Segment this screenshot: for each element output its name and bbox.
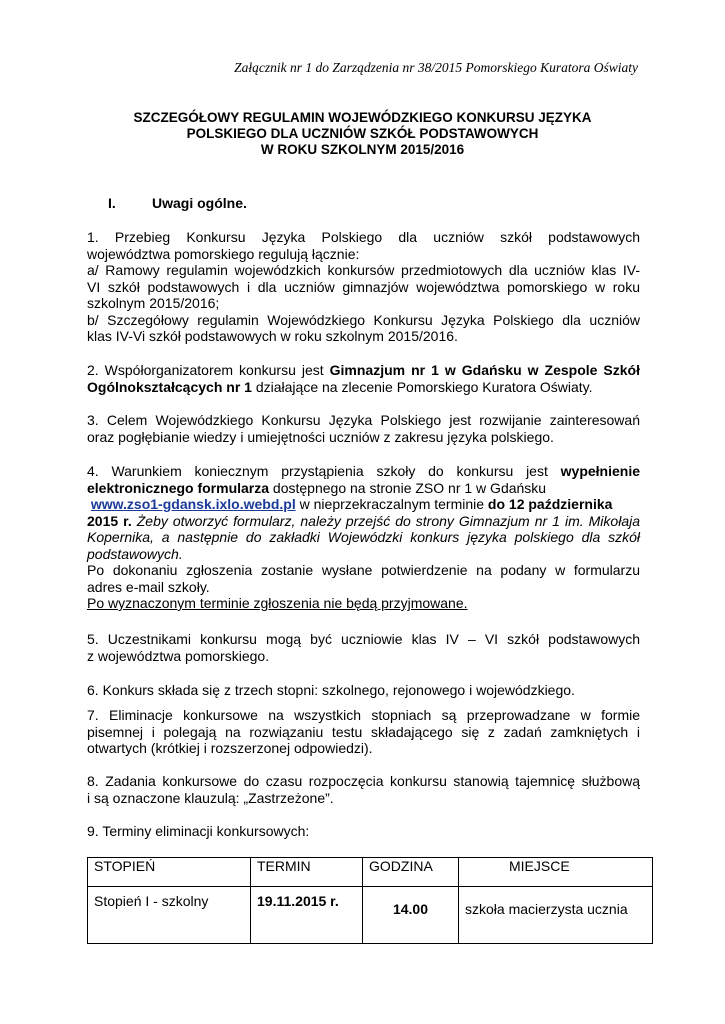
title-line: W ROKU SZKOLNYM 2015/2016 (260, 142, 465, 157)
table-header-cell: STOPIEŃ (88, 858, 251, 887)
table-header-cell: MIEJSCE (459, 858, 653, 887)
text-line (87, 595, 640, 612)
text-span: w nieprzekraczalnym terminie (295, 496, 488, 512)
text-line (87, 362, 640, 379)
text-line: z województwa pomorskiego. (87, 647, 270, 664)
table-cell: Stopień I - szkolny (88, 887, 251, 944)
section-heading (108, 195, 247, 211)
paragraph-7 (87, 707, 640, 757)
instruction-text: Kopernika, a następnie do zakładki Wojewódzki konkurs języka polskiego dla szkół (87, 529, 640, 545)
instruction-text: Żeby otworzyć formularz, należy przejść do strony Gimnazjum nr 1 im. Mikołaja (131, 512, 640, 529)
section-number: I. (108, 195, 116, 211)
paragraph-5 (87, 631, 640, 664)
section-title: Uwagi ogólne. (152, 195, 247, 211)
emphasis-text: elektronicznego formularza (87, 479, 270, 496)
deadline-date: do 12 października (487, 496, 613, 512)
table-header-cell: GODZINA (363, 858, 459, 887)
text-line: otwartych (krótkiej i rozszerzonej odpowiedzi). (87, 740, 373, 756)
table-cell: 19.11.2015 r. (251, 887, 363, 944)
text-line (87, 496, 640, 513)
text-span: 2. Współorganizatorem konkursu jest (87, 362, 330, 378)
text-line (87, 513, 640, 530)
text-line: Po dokonaniu zgłoszenia zostanie wysłane potwierdzenie na podany w formularzu (87, 562, 640, 578)
paragraph-6 (87, 682, 640, 699)
text-line: 3. Celem Wojewódzkiego Konkursu Języka Polskiego jest rozwijanie zainteresowań (87, 412, 640, 428)
organizer-name: Ogólnokształcących nr 1 (87, 378, 252, 395)
text-line: szkolnym 2015/2016; (87, 295, 220, 311)
text-line: 9. Terminy eliminacji konkursowych: (87, 823, 310, 839)
text-line: b/ Szczegółowy regulamin Wojewódzkiego Konkursu Języka Polskiego dla uczniów (87, 311, 640, 328)
text-line: województwa pomorskiego regulują łącznie: (87, 245, 360, 262)
text-line: oraz pogłębianie wiedzy i umiejętności uczniów z zakresu języka polskiego. (87, 428, 554, 445)
deadline-year: 2015 r. (87, 512, 132, 529)
paragraph-9 (87, 823, 640, 840)
emphasis-text: wypełnienie (560, 463, 640, 479)
text-span: 4. Warunkiem koniecznym przystąpienia szkoły do konkursu jest (87, 463, 561, 479)
paragraph-8 (87, 773, 640, 806)
title-line: POLSKIEGO DLA UCZNIÓW SZKÓŁ PODSTAWOWYCH (186, 126, 539, 141)
text-line: VI szkół podstawowych i dla uczniów gimnazjów województwa pomorskiego w roku (87, 278, 640, 295)
text-span: dostępnego na stronie ZSO nr 1 w Gdańsku (269, 479, 547, 496)
text-line (87, 480, 640, 497)
text-line (87, 379, 640, 396)
text-line: pisemnej i polegają na rozwiązaniu testu składającego się z zadań zamkniętych i (87, 723, 640, 740)
text-line: 7. Eliminacje konkursowe na wszystkich stopniach są przeprowadzane w formie (87, 707, 640, 723)
text-line: 5. Uczestnikami konkursu mogą być uczniowie klas IV – VI szkół podstawowych (87, 631, 640, 647)
text-line: 1. Przebieg Konkursu Języka Polskiego dla uczniów szkół podstawowych (87, 229, 640, 245)
underlined-notice: Po wyznaczonym terminie zgłoszenia nie będą przyjmowane. (87, 595, 468, 611)
text-span: działające na zlecenie Pomorskiego Kuratora Oświaty. (251, 378, 593, 395)
text-line (87, 529, 640, 546)
paragraph-4 (87, 463, 640, 612)
table-cell: szkoła macierzysta ucznia (459, 887, 653, 944)
table-cell: 14.00 (363, 887, 459, 944)
title-line: SZCZEGÓŁOWY REGULAMIN WOJEWÓDZKIEGO KONKURSU JĘZYKA (133, 110, 592, 125)
text-line: 8. Zadania konkursowe do czasu rozpoczęcia konkursu stanowią tajemnicę służbową (87, 773, 640, 789)
text-line (87, 463, 640, 480)
paragraph-3 (87, 412, 640, 445)
text-line: a/ Ramowy regulamin wojewódzkich konkursów przedmiotowych dla uczniów klas IV- (87, 262, 640, 278)
paragraph-1 (87, 229, 640, 345)
table-row (88, 887, 653, 944)
organizer-name: Gimnazjum nr 1 w Gdańsku w Zespole Szkół (329, 362, 640, 378)
text-line: klas IV-Vi szkół podstawowych w roku szkolnym 2015/2016. (87, 328, 458, 344)
website-link[interactable]: www.zso1-gdansk.ixlo.webd.pl (90, 496, 296, 512)
table-header-cell: TERMIN (251, 858, 363, 887)
document-title (86, 110, 639, 158)
text-line: i są oznaczone klauzulą: „Zastrzeżone”. (87, 789, 334, 806)
table-header-row (88, 858, 653, 887)
attachment-note: Załącznik nr 1 do Zarządzenia nr 38/2015 Pomorskiego Kuratora Oświaty (234, 60, 638, 75)
text-line: 6. Konkurs składa się z trzech stopni: szkolnego, rejonowego i wojewódzkiego. (87, 682, 575, 698)
text-line: adres e-mail szkoły. (87, 578, 210, 595)
schedule-table (87, 857, 653, 944)
text-line (87, 546, 640, 563)
paragraph-2 (87, 362, 640, 395)
instruction-text: podstawowych. (87, 545, 183, 562)
